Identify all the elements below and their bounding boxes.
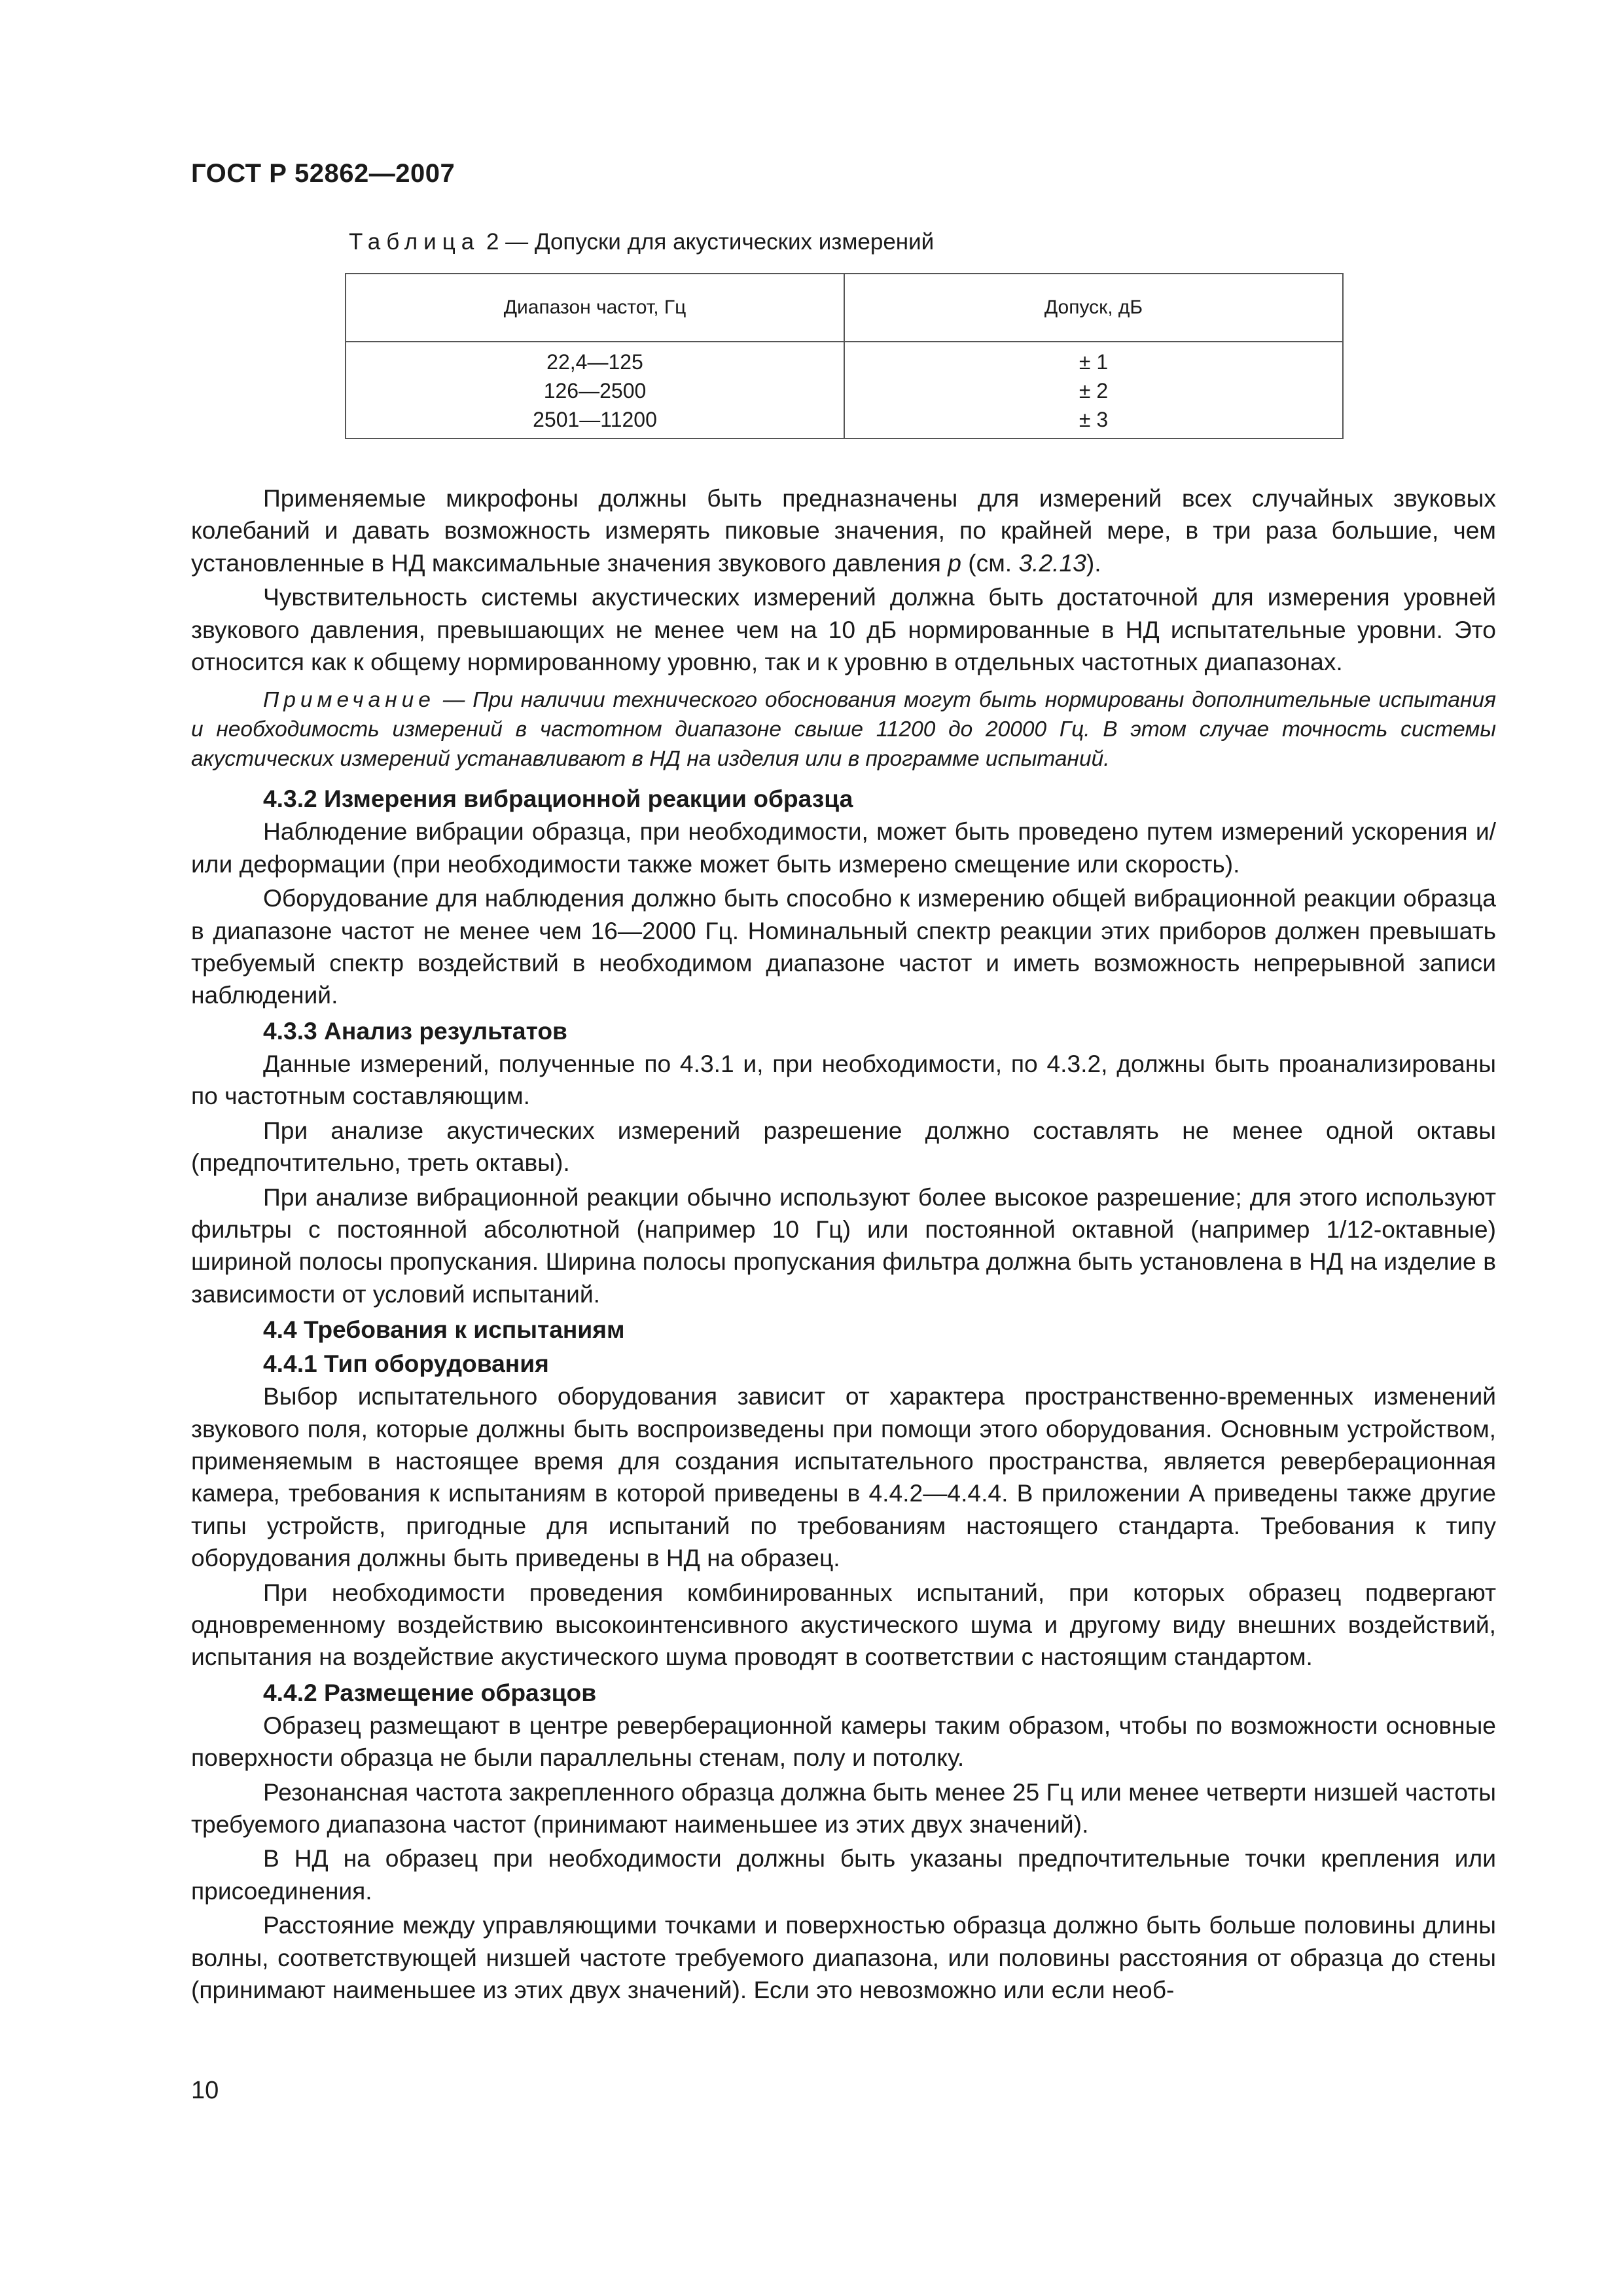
section-heading-4-4: 4.4 Требования к испытаниям [263,1316,625,1344]
paragraph: Образец размещают в центре реверберационной камеры таким образом, чтобы по возможности основные поверхности образца не были параллельны стенам, полу и потолку. [191,1711,1496,1772]
tolerance-value: ± 3 [1079,408,1109,431]
table-row [346,342,1343,439]
paragraph: Применяемые микрофоны должны быть предназначены для измерений всех случайных звуковых колебаний и давать возможность измерять пиковые значения, по крайней мере, в три раза большие, чем установленные в НД максимальные значения звукового давления p (см. 3.2.13). [191,484,1496,577]
section-heading-4-3-3: 4.3.3 Анализ результатов [263,1016,567,1045]
cross-reference: 3.2.13 [1018,548,1086,577]
tolerance-value: ± 2 [1079,379,1109,403]
range-value: 22,4—125 [546,350,643,374]
note: Примечание — При наличии технического обоснования могут быть нормированы дополнительные испытания и необходимость измерений в частотном диапазоне свыше 11200 до 20000 Гц. В этом случае точность системы акустических измерений устанавливают в НД на изделия или в программе испытаний. [191,688,1496,772]
body-text [191,482,1496,2008]
paragraph: Выбор испытательного оборудования зависит от характера пространственно-временных изменений звукового поля, которые должны быть воспроизведены при помощи этого оборудования. Основным устройством, применяемым в настоящее время для создания испытательного пространства, является реверберационная камера, требования к испытаниям в которой приведены в 4.4.2—4.4.4. В приложении А приведены также другие типы устройств, пригодные для испытаний по требованиям настоящего стандарта. Требования к типу оборудования должны быть приведены в НД на образец. [191,1382,1496,1572]
tolerance-table [345,273,1344,439]
page-number: 10 [191,2077,219,2104]
paragraph: Данные измерений, полученные по 4.3.1 и, при необходимости, по 4.3.2, должны быть проанализированы по частотным составляющим. [191,1049,1496,1110]
table-header-tolerance: Допуск, дБ [844,274,1343,342]
range-value: 2501—11200 [533,408,657,431]
frequency-ranges-cell [346,342,844,439]
paragraph: В НД на образец при необходимости должны быть указаны предпочтительные точки крепления или присоединения. [191,1844,1496,1905]
paragraph: Оборудование для наблюдения должно быть способно к измерению общей вибрационной реакции образца в диапазоне частот не менее чем 16—2000 Гц. Номинальный спектр реакции этих приборов должен превышать требуемый спектр воздействий в необходимом диапазоне частот и иметь возможность непрерывной записи наблюдений. [191,884,1496,1009]
note-label: Примечание [263,688,435,713]
paragraph: Резонансная частота закрепленного образца должна быть менее 25 Гц или менее четверти низшей частоты требуемого диапазона частот (принимают наименьшее из этих двух значений). [191,1778,1496,1838]
pressure-variable: p [948,548,961,577]
paragraph: Расстояние между управляющими точками и поверхностью образца должно быть больше половины длины волны, соответствующей низшей частоте требуемого диапазона, или половины расстояния от образца до стены (принимают наименьшее из этих двух значений). Если это невозможно или если необ- [191,1911,1496,2004]
section-heading-4-3-2: 4.3.2 Измерения вибрационной реакции образца [263,785,853,813]
section-heading-4-4-2: 4.4.2 Размещение образцов [263,1678,597,1706]
table-caption-word: Таблица [349,229,480,255]
tolerances-cell [844,342,1343,439]
section-heading-4-4-1: 4.4.1 Тип оборудования [263,1350,549,1378]
document-code-header: ГОСТ Р 52862—2007 [191,159,455,188]
paragraph: Наблюдение вибрации образца, при необходимости, может быть проведено путем измерений ускорения и/или деформации (при необходимости также может быть измерено смещение или скорость). [191,817,1496,878]
table-caption-text: 2 — Допуски для акустических измерений [480,229,935,255]
paragraph: Чувствительность системы акустических измерений должна быть достаточной для измерения уровней звукового давления, превышающих не менее чем на 10 дБ нормированные в НД испытательные уровни. Это относится как к общему нормированному уровню, так и к уровню в отдельных частотных диапазонах. [191,583,1496,676]
table-header-frequency-range: Диапазон частот, Гц [346,274,844,342]
range-value: 126—2500 [543,379,647,403]
tolerance-value: ± 1 [1079,350,1109,374]
paragraph: При анализе вибрационной реакции обычно используют более высокое разрешение; для этого используют фильтры с постоянной абсолютной (например 10 Гц) или постоянной октавной (например 1/12-октавные) шириной полосы пропускания. Ширина полосы пропускания фильтра должна быть установлена в НД на изделие в зависимости от условий испытаний. [191,1183,1496,1308]
table-caption [349,229,934,255]
paragraph: При необходимости проведения комбинированных испытаний, при которых образец подвергают одновременному воздействию высокоинтенсивного акустического шума и другому виду внешних воздействий, испытания на воздействие акустического шума проводят в соответствии с настоящим стандартом. [191,1578,1496,1671]
paragraph: При анализе акустических измерений разрешение должно составлять не менее одной октавы (предпочтительно, треть октавы). [191,1116,1496,1177]
